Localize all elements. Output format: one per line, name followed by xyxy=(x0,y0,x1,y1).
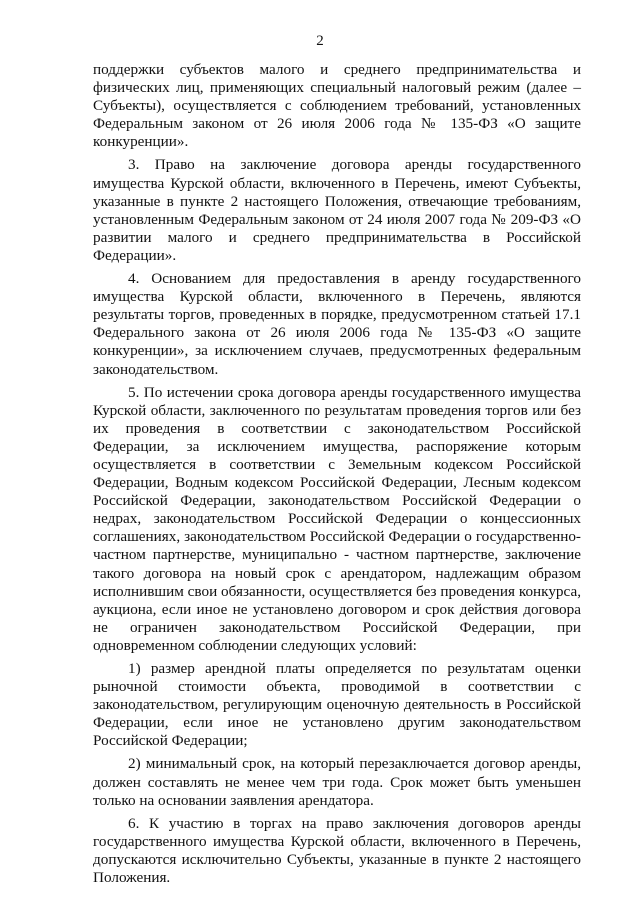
paragraph-3: 3. Право на заключение договора аренды государственного имущества Курской области, включенного в Перечень, имеют Субъекты, указанные в пункте 2 настоящего Положения, отвечающие требованиям, установленным Федеральным законом от 24 июля 2007 года № 209-ФЗ «О развитии малого и среднего предпринимательства в Российской Федерации». xyxy=(93,156,581,264)
paragraph-5-condition-2: 2) минимальный срок, на который перезаключается договор аренды, должен составлять не менее чем три года. Срок может быть уменьшен только на основании заявления арендатора. xyxy=(93,755,581,809)
document-body xyxy=(93,61,581,892)
paragraph-5-condition-1: 1) размер арендной платы определяется по результатам оценки рыночной стоимости объекта, проводимой в соответствии с законодательством, регулирующим оценочную деятельность в Российской Федерации, если иное не установлено другим законодательством Российской Федерации; xyxy=(93,660,581,750)
page-number: 2 xyxy=(316,33,324,49)
paragraph-6: 6. К участию в торгах на право заключения договоров аренды государственного имущества Курской области, включенного в Перечень, допускаются исключительно Субъекты, указанные в пункте 2 настоящего Положения. xyxy=(93,814,581,887)
paragraph-continuation: поддержки субъектов малого и среднего предпринимательства и физических лиц, применяющих специальный налоговый режим (далее – Субъекты), осуществляется с соблюдением требований, установленных Федеральным законом от 26 июля 2006 года № 135-ФЗ «О защите конкуренции». xyxy=(93,61,581,151)
paragraph-5: 5. По истечении срока договора аренды государственного имущества Курской области, заключенного по результатам проведения торгов или без их проведения в соответствии с законодательством Российской Федерации, за исключением имущества, распоряжение которым осуществляется в соответствии с Земельным кодексом Российской Федерации, Водным кодексом Российской Федерации, Лесным кодексом Российской Федерации, законодательством Российской Федерации о недрах, законодательством Российской Федерации о концессионных соглашениях, законодательством Российской Федерации о государственно-частном партнерстве, муниципально - частном партнерстве, заключение такого договора на новый срок с арендатором, надлежащим образом исполнившим свои обязанности, осуществляется без проведения конкурса, аукциона, если иное не установлено договором и срок действия договора не ограничен законодательством Российской Федерации, при одновременном соблюдении следующих условий: xyxy=(93,383,581,654)
paragraph-4: 4. Основанием для предоставления в аренду государственного имущества Курской области, включенного в Перечень, являются результаты торгов, проведенных в порядке, предусмотренном статьей 17.1 Федерального закона от 26 июля 2006 года № 135-ФЗ «О защите конкуренции», за исключением случаев, предусмотренных федеральным законодательством. xyxy=(93,270,581,378)
